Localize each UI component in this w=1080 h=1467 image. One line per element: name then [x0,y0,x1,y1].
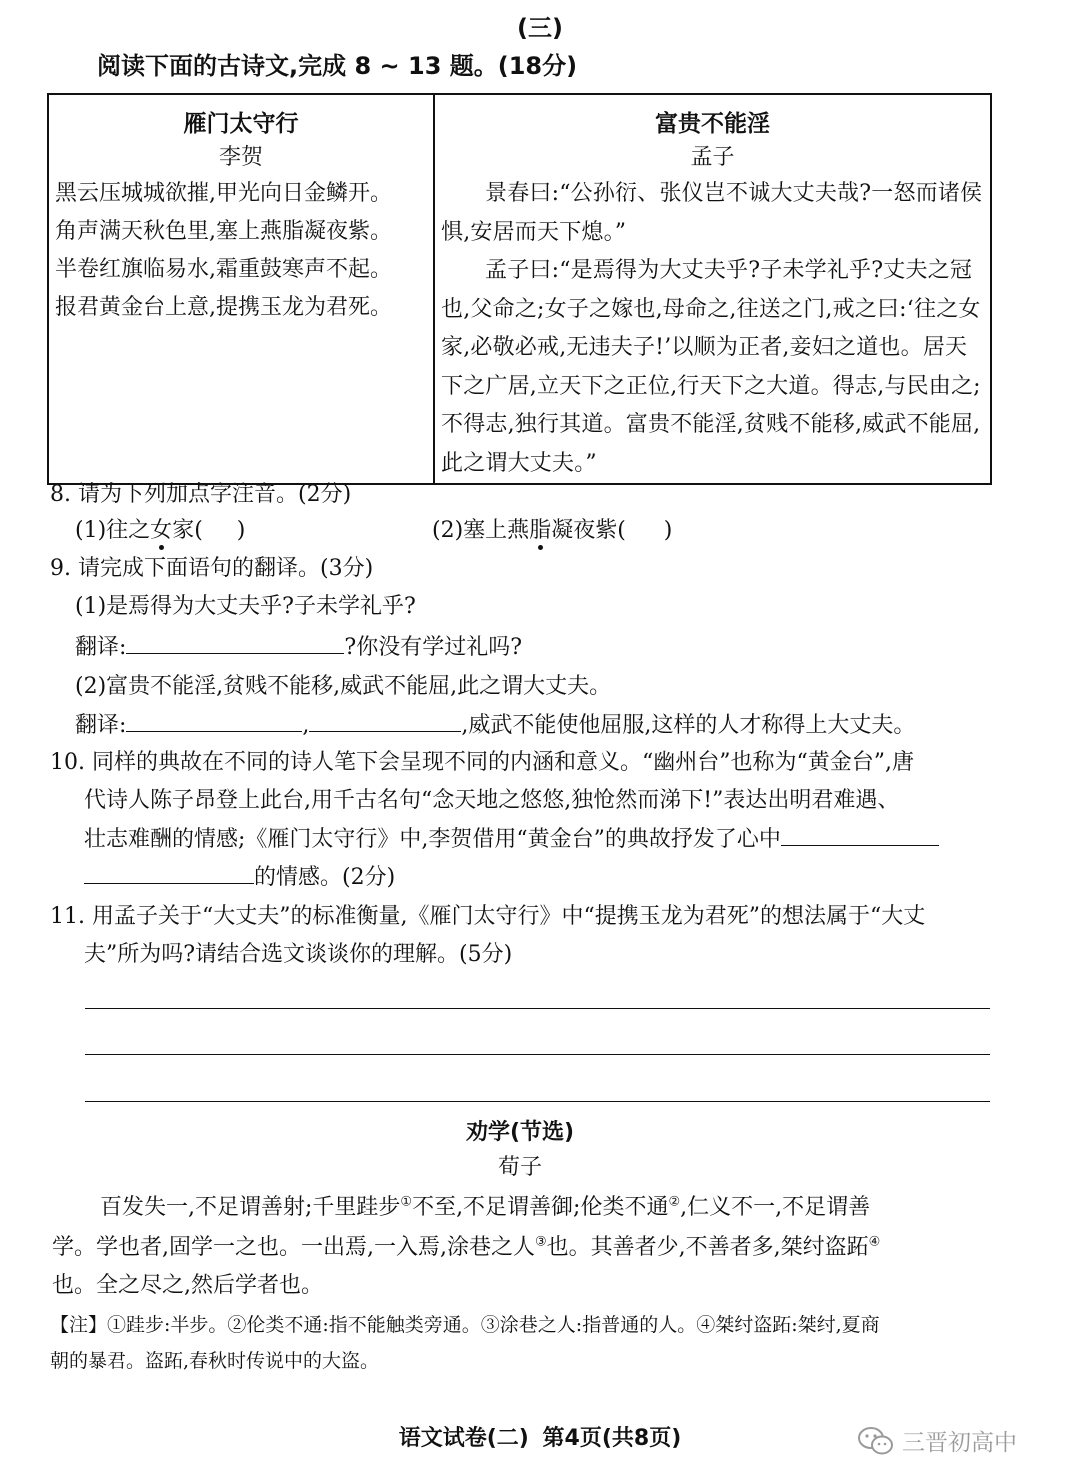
quanxue-line [52,1233,880,1263]
poem-lines [55,175,427,327]
q9-t1-blank[interactable] [126,632,344,654]
quanxue-text: 不至,不足谓善御;伦类不通 [412,1195,669,1220]
q10-blank-1[interactable] [781,824,939,846]
q9-sentence-2: (2)富贵不能淫,贫贱不能移,威武不能屈,此之谓大丈夫。 [75,674,612,699]
poem-line: 报君黄金台上意,提携玉龙为君死。 [55,295,392,320]
q10-blank-2[interactable] [84,862,254,884]
q9-stem: 9. 请完成下面语句的翻译。(3分) [50,556,374,581]
note-marker: ④ [868,1234,881,1250]
q9-t1-label: 翻译: [75,635,127,660]
wechat-icon [858,1426,894,1456]
q10-line: 10. 同样的典故在不同的诗人笔下会呈现不同的内涵和意义。“幽州台”也称为“黄金台”,唐 [50,750,914,775]
prose-cell [434,94,991,484]
q11-answer-line[interactable] [85,1054,990,1055]
q10-line4-text: 的情感。(2分) [254,865,396,890]
q8-stem: 8. 请为下列加点字注音。(2分) [50,482,352,507]
poem-title: 雁门太守行 [183,111,299,137]
q10-line [84,862,395,893]
q8-item-1 [75,516,245,546]
prose-title: 富贵不能淫 [655,111,770,137]
note-marker: ③ [534,1234,547,1250]
quanxue-line: 也。全之尽之,然后学者也。 [52,1273,323,1298]
prose-author: 孟子 [690,145,735,170]
q8-item2-dotted-char: 脂 [529,518,552,543]
q9-t2-tail: ,威武不能使他屈服,这样的人才称得上大丈夫。 [461,713,916,738]
prose-paragraph: 景春曰:“公孙衍、张仪岂不诚大丈夫哉?一怒而诸侯惧,安居而天下熄。” [441,181,983,245]
q8-item-2 [432,516,672,546]
q10-line3-text: 壮志难酬的情感;《雁门太守行》中,李贺借用“黄金台”的典故抒发了心中 [84,827,781,852]
quanxue-text: 百发失一,不足谓善射;千里跬步 [100,1195,401,1220]
q9-t2-blank-1[interactable] [126,710,302,732]
q8-item1-close: ) [236,518,246,543]
q10-line: 代诗人陈子昂登上此台,用千古名句“念天地之悠悠,独怆然而涕下!”表达出明君难遇、 [84,788,900,813]
q8-item1-dotted-char: 女 [150,518,173,543]
quanxue-text: ,仁义不一,不足谓善 [680,1195,871,1220]
q8-item2-close: ) [663,518,673,543]
quanxue-line [100,1193,870,1223]
note-marker: ② [668,1194,681,1210]
q9-t1-tail: ?你没有学过礼吗? [344,635,523,660]
q11-answer-line[interactable] [85,1008,990,1009]
q9-translation-1 [75,632,522,663]
q8-item2-prefix: (2)塞上燕 [432,518,530,543]
q8-item1-suffix: 家( [172,518,203,543]
poem-cell [48,94,434,484]
q9-t2-blank-2[interactable] [309,710,461,732]
q8-item2-suffix: 凝夜紫( [551,518,626,543]
prose-paragraph: 孟子曰:“是焉得为大丈夫乎?子未学礼乎?丈夫之冠也,父命之;女子之嫁也,母命之,往送之门,戒之曰:‘往之女家,必敬必戒,无违夫子!’以顺为正者,妾妇之道也。居天下之广居,立天下之正位,行天下之大道。得志,与民由之;不得志,独行其道。富贵不能淫,贫贱不能移,威武不能屈,此之谓大丈夫。” [441,258,981,476]
note-marker: ① [400,1194,413,1210]
prose-body [441,175,984,483]
quanxue-text: 也。其善者少,不善者多,桀纣盗跖 [546,1235,869,1260]
quanxue-title: 劝学(节选) [465,1120,575,1145]
reading-table [47,93,992,485]
q9-t2-mid: , [302,713,310,738]
q9-sentence-1: (1)是焉得为大丈夫乎?子未学礼乎? [75,594,416,619]
section-instruction: 阅读下面的古诗文,完成 8 ~ 13 题。(18分) [97,52,578,80]
page-footer: 语文试卷(二) 第4页(共8页) [398,1426,682,1451]
q9-t2-label: 翻译: [75,713,127,738]
quanxue-note: 朝的暴君。盗跖,春秋时传说中的大盗。 [50,1350,380,1372]
poem-line: 黑云压城城欲摧,甲光向日金鳞开。 [55,181,392,206]
quanxue-author: 荀子 [497,1155,542,1180]
watermark-text: 三晋初高中 [902,1430,1017,1456]
q10-line [84,824,939,855]
poem-line: 半卷红旗临易水,霜重鼓寒声不起。 [55,257,392,282]
quanxue-text: 学。学也者,固学一之也。一出焉,一入焉,涂巷之人 [52,1235,535,1260]
q11-answer-line[interactable] [85,1101,990,1102]
poem-author: 李贺 [218,145,263,170]
q9-translation-2 [75,710,915,741]
q11-line: 夫”所为吗?请结合选文谈谈你的理解。(5分) [84,942,513,967]
poem-line: 角声满天秋色里,塞上燕脂凝夜紫。 [55,219,392,244]
quanxue-note: 【注】①跬步:半步。②伦类不通:指不能触类旁通。③涂巷之人:指普通的人。④桀纣盗跖:桀纣,夏商 [50,1314,880,1336]
q8-item1-prefix: (1)往之 [75,518,151,543]
watermark [858,1424,1017,1457]
section-number: (三) [517,14,563,42]
q11-line: 11. 用孟子关于“大丈夫”的标准衡量,《雁门太守行》中“提携玉龙为君死”的想法属于“大丈 [50,904,926,929]
